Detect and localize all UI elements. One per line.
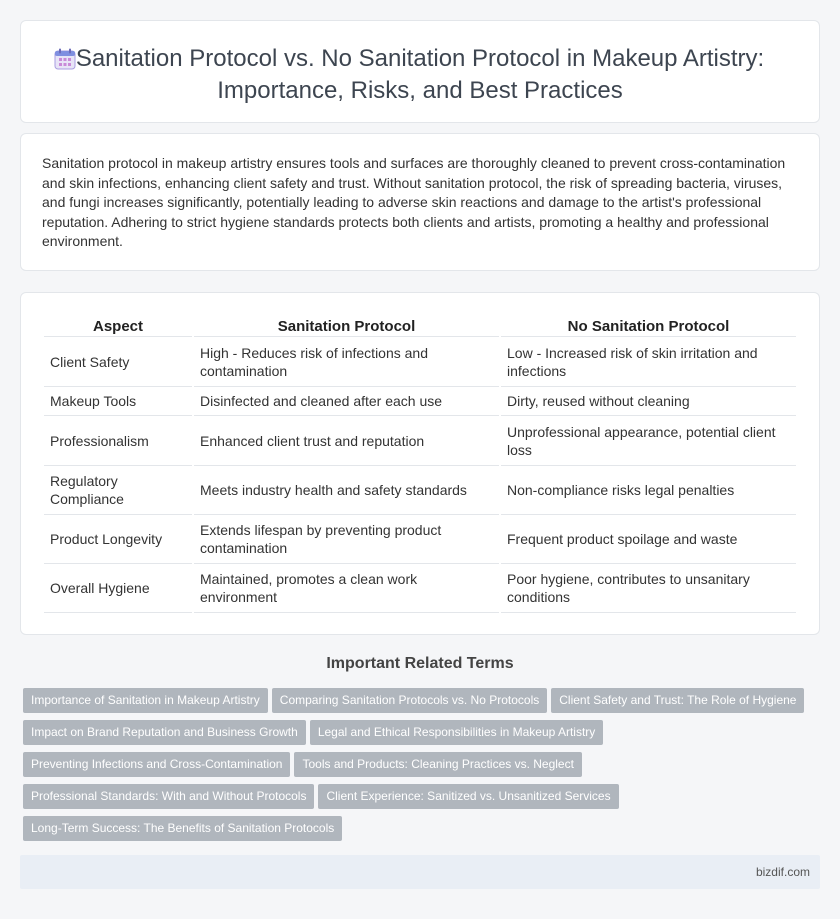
table-cell: Overall Hygiene [44, 564, 192, 613]
table-cell: Frequent product spoilage and waste [501, 515, 796, 564]
table-cell: Professionalism [44, 416, 192, 466]
table-header-row [44, 315, 796, 337]
table-cell: Client Safety [44, 337, 192, 387]
comparison-table-card [20, 292, 820, 635]
footer [20, 855, 820, 889]
comparison-table [42, 315, 798, 613]
page-title: Sanitation Protocol vs. No Sanitation Protocol in Makeup Artistry: Importance, Risks, and Best Practices [75, 45, 765, 104]
table-row [44, 337, 796, 387]
intro-card [20, 133, 820, 271]
table-cell: Makeup Tools [44, 387, 192, 416]
table-cell: Unprofessional appearance, potential client loss [501, 416, 796, 466]
table-cell: Disinfected and cleaned after each use [194, 387, 499, 416]
related-term-tag[interactable]: Importance of Sanitation in Makeup Artistry [23, 688, 268, 713]
related-term-tag[interactable]: Tools and Products: Cleaning Practices vs. Neglect [294, 752, 581, 777]
header-sanitation-protocol: Sanitation Protocol [194, 315, 499, 337]
table-row [44, 515, 796, 564]
table-cell: Regulatory Compliance [44, 466, 192, 515]
related-terms-heading: Important Related Terms [326, 655, 514, 672]
table-cell: Extends lifespan by preventing product contamination [194, 515, 499, 564]
header-aspect: Aspect [44, 315, 192, 337]
table-row [44, 466, 796, 515]
table-cell: Enhanced client trust and reputation [194, 416, 499, 466]
footer-site-link[interactable]: bizdif.com [755, 865, 810, 879]
table-cell: High - Reduces risk of infections and contamination [194, 337, 499, 387]
table-cell: Product Longevity [44, 515, 192, 564]
related-term-tag[interactable]: Comparing Sanitation Protocols vs. No Protocols [272, 688, 547, 713]
related-term-tag[interactable]: Legal and Ethical Responsibilities in Makeup Artistry [310, 720, 603, 745]
header-no-sanitation-protocol: No Sanitation Protocol [501, 315, 796, 337]
table-row [44, 387, 796, 416]
related-term-tag[interactable]: Impact on Brand Reputation and Business Growth [23, 720, 306, 745]
related-term-tag[interactable]: Client Experience: Sanitized vs. Unsanitized Services [318, 784, 618, 809]
related-term-tag[interactable]: Professional Standards: With and Without Protocols [23, 784, 314, 809]
table-cell: Meets industry health and safety standards [194, 466, 499, 515]
related-term-tag[interactable]: Client Safety and Trust: The Role of Hygiene [551, 688, 804, 713]
table-row [44, 416, 796, 466]
table-cell: Maintained, promotes a clean work environment [194, 564, 499, 613]
title-card [20, 20, 820, 123]
table-cell: Dirty, reused without cleaning [501, 387, 796, 416]
table-cell: Non-compliance risks legal penalties [501, 466, 796, 515]
table-row [44, 564, 796, 613]
related-term-tag[interactable]: Preventing Infections and Cross-Contamination [23, 752, 290, 777]
related-terms-list [23, 688, 823, 848]
table-cell: Poor hygiene, contributes to unsanitary conditions [501, 564, 796, 613]
table-cell: Low - Increased risk of skin irritation and infections [501, 337, 796, 387]
intro-paragraph: Sanitation protocol in makeup artistry ensures tools and surfaces are thoroughly cleaned to prevent cross-contamination and skin infections, enhancing client safety and trust. Without sanitation protocol, the risk of spreading bacteria, viruses, and fungi increases significantly, potentially leading to adverse skin reactions and damage to the artist's professional reputation. Adhering to strict hygiene standards protects both clients and artists, promoting a healthy and professional environment. [42, 155, 786, 249]
related-term-tag[interactable]: Long-Term Success: The Benefits of Sanitation Protocols [23, 816, 342, 841]
